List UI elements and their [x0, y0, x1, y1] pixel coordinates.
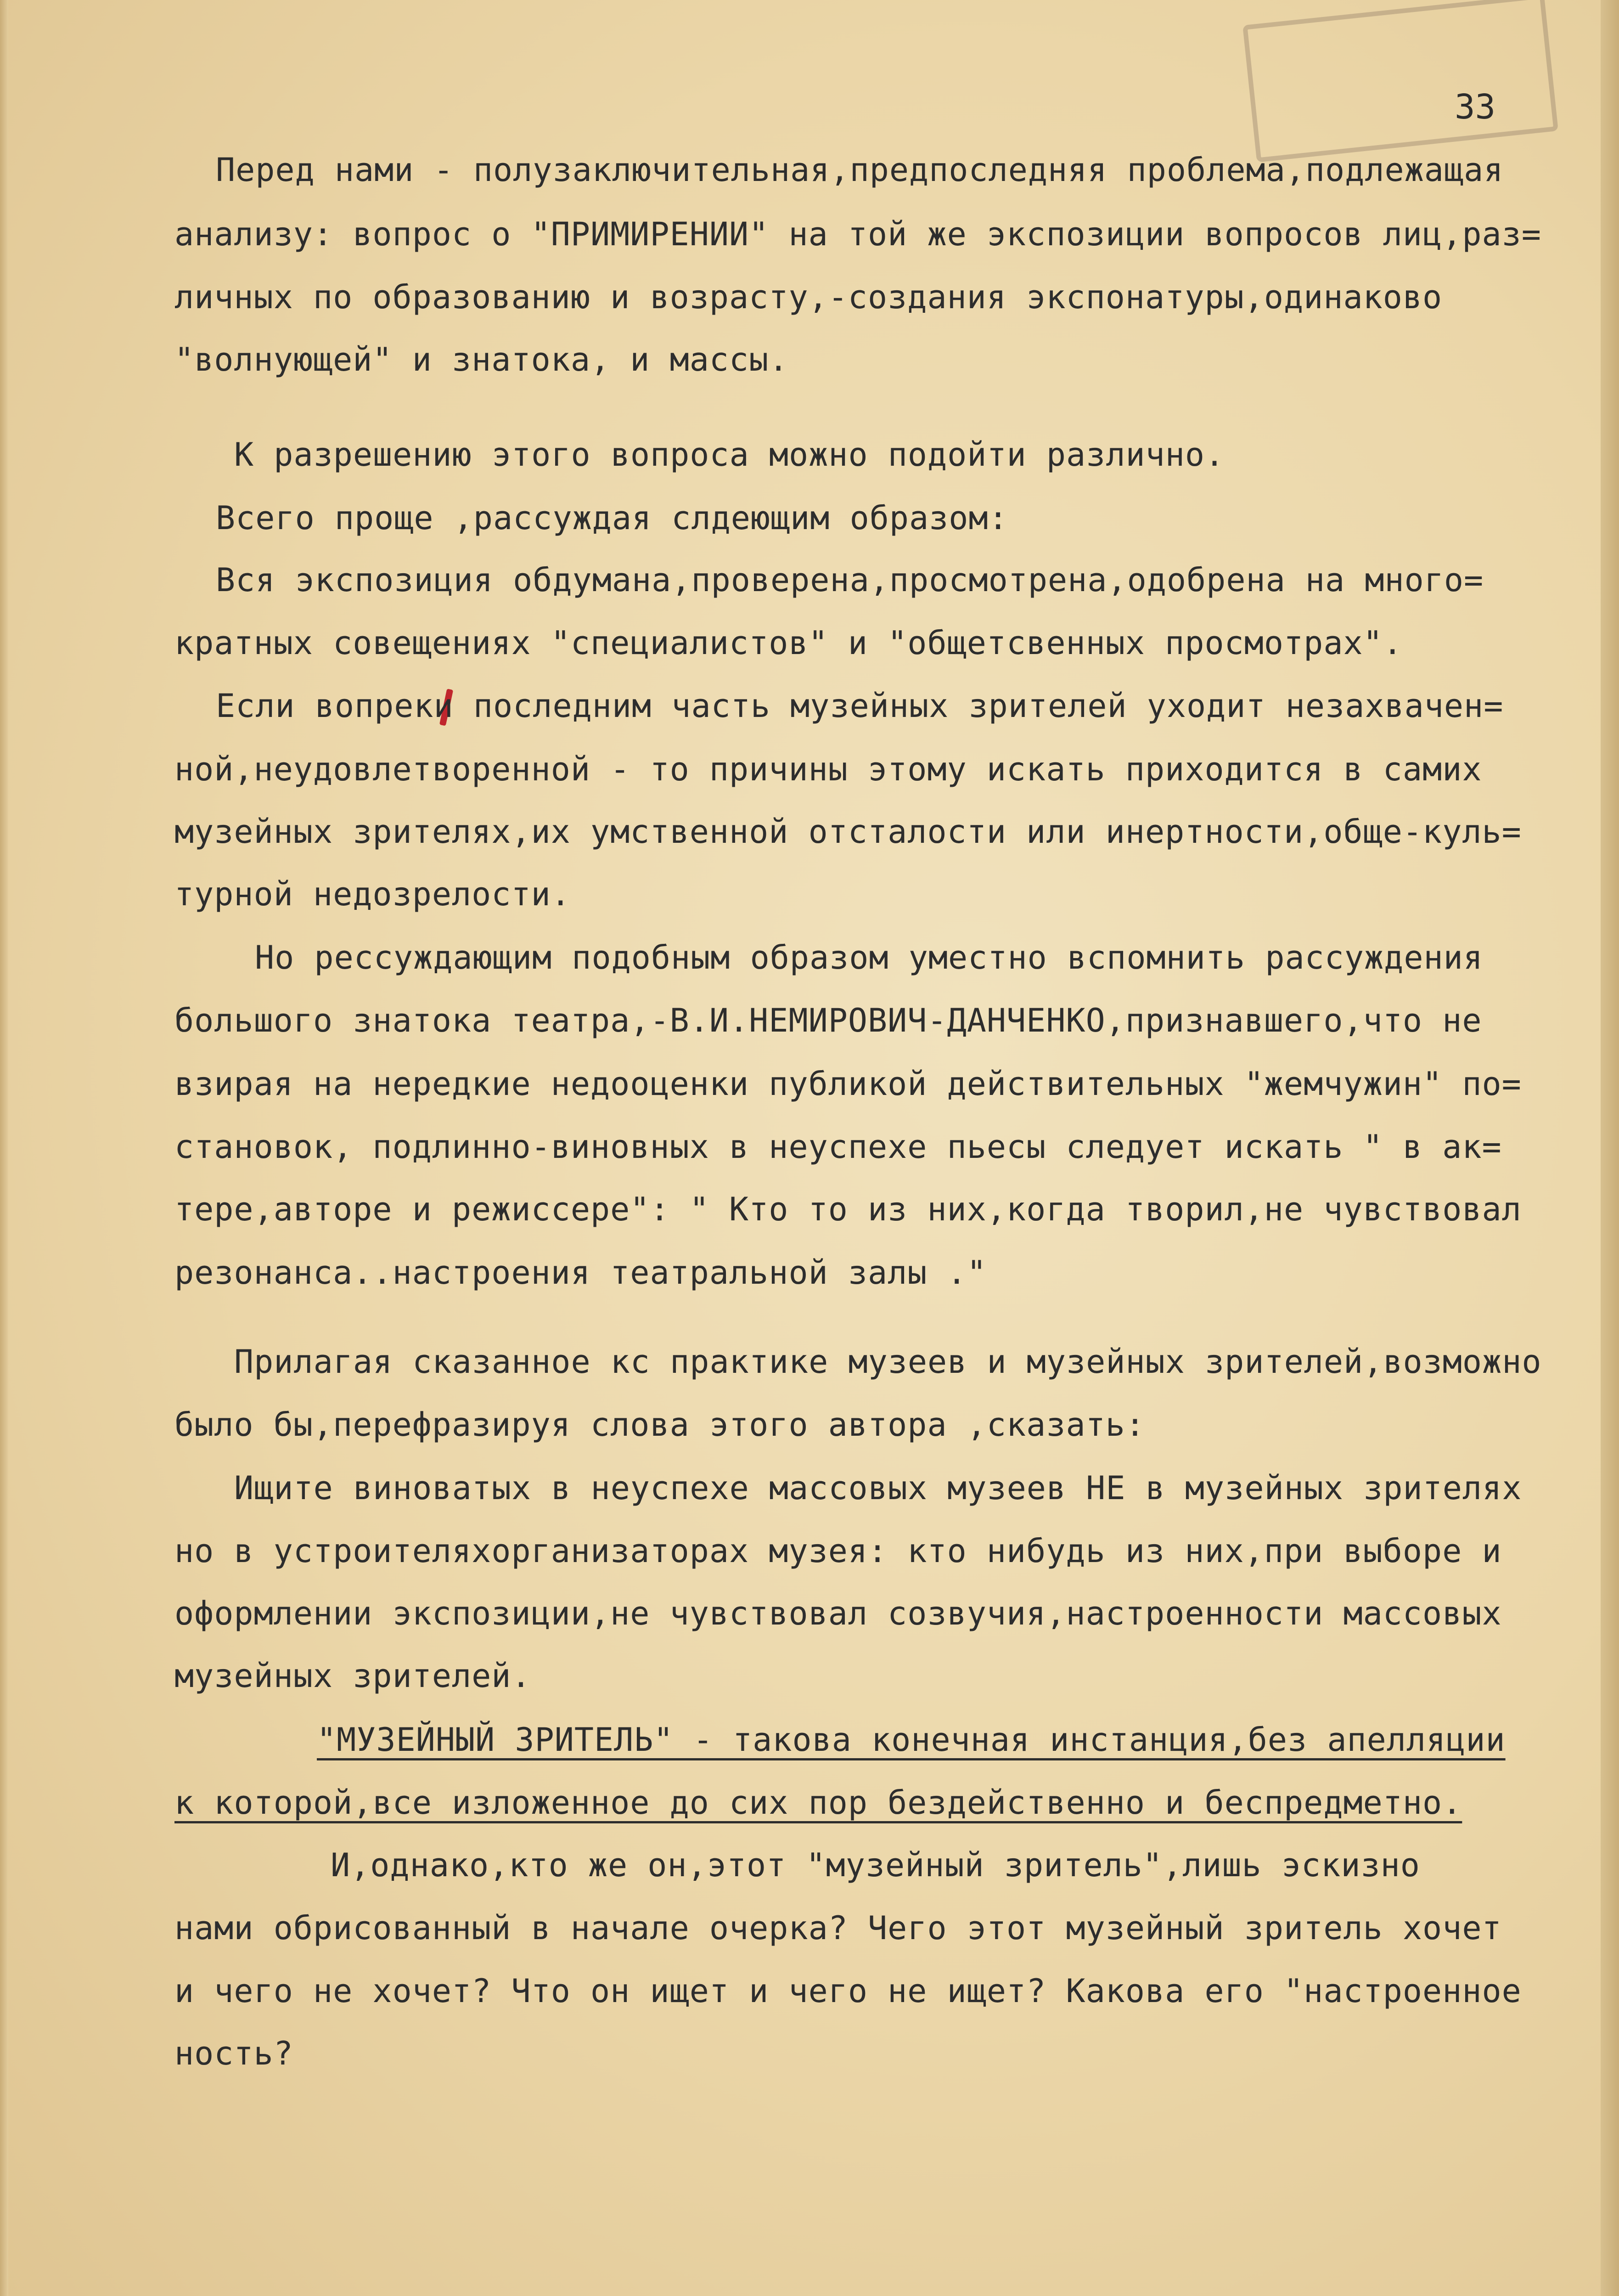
text-line-14: большого знатока театра,-В.И.НЕМИРОВИЧ-ДАНЧЕНКО,признавшего,что не — [174, 1002, 1482, 1039]
text-line-21: Ищите виноватых в неуспехе массовых музеев НЕ в музейных зрителях — [234, 1469, 1522, 1507]
text-line-22: но в устроителяхорганизаторах музея: кто нибудь из них,при выборе и — [174, 1532, 1502, 1570]
text-line-18: резонанса..настроения театральной залы ." — [174, 1254, 987, 1292]
text-line-1: Перед нами - полузаключительная,предпоследняя проблема,подлежащая — [216, 151, 1504, 189]
text-line-16: становок, подлинно-виновных в неуспехе пьесы следует искать " в ак= — [174, 1128, 1502, 1166]
text-line-4: "волнующей" и знатока, и массы. — [174, 341, 789, 378]
text-line-29: и чего не хочет? Что он ищет и чего не ищет? Какова его "настроенное — [174, 1972, 1522, 2010]
text-line-10: ной,неудовлетворенной - то причины этому искать приходится в самих — [174, 750, 1482, 788]
text-line-9: Если вопреки последним часть музейных зрителей уходит незахвачен= — [216, 687, 1504, 725]
text-line-17: тере,авторе и режиссере": " Кто то из них,когда творил,не чувствовал — [174, 1190, 1522, 1228]
text-line-30: ность? — [174, 2035, 293, 2072]
text-line-15: взирая на нередкие недооценки публикой действительных "жемчужин" по= — [174, 1065, 1522, 1103]
text-line-11: музейных зрителях,их умственной отсталости или инертности,обще-куль= — [174, 813, 1522, 851]
text-line-19: Прилагая сказанное кс практике музеев и музейных зрителей,возможно — [234, 1343, 1542, 1381]
page-left-edge — [0, 0, 8, 2296]
text-line-5: К разрешению этого вопроса можно подойти различно. — [234, 436, 1225, 474]
text-line-27: И,однако,кто же он,этот "музейный зритель",лишь эскизно — [331, 1846, 1420, 1884]
text-line-13: Но рессуждающим подобным образом уместно вспомнить рассуждения — [255, 939, 1483, 976]
archive-stamp — [1242, 0, 1558, 163]
text-line-6: Всего проще ,рассуждая слдеющим образом: — [216, 499, 1008, 537]
underlined-line-2: к которой,все изложенное до сих пор бездейственно и беспредметно. — [174, 1784, 1462, 1822]
text-line-7: Вся экспозиция обдумана,проверена,просмотрена,одобрена на много= — [216, 561, 1484, 599]
page-right-edge — [1601, 0, 1619, 2296]
text-line-2: анализу: вопрос о "ПРИМИРЕНИИ" на той же экспозиции вопросов лиц,раз= — [174, 215, 1541, 253]
text-line-28: нами обрисованный в начале очерка? Чего этот музейный зритель хочет — [174, 1909, 1502, 1947]
page-number: 33 — [1455, 87, 1496, 127]
text-line-24: музейных зрителей. — [174, 1657, 531, 1695]
underlined-line-1: "МУЗЕЙНЫЙ ЗРИТЕЛЬ" - такова конечная инстанция,без апелляции — [317, 1721, 1506, 1759]
text-line-23: оформлении экспозиции,не чувствовал созвучия,настроенности массовых — [174, 1595, 1502, 1632]
text-line-20: было бы,перефразируя слова этого автора ,сказать: — [174, 1406, 1146, 1444]
text-line-12: турной недозрелости. — [174, 875, 571, 913]
text-line-3: личных по образованию и возрасту,-создания экспонатуры,одинаково — [174, 278, 1443, 316]
text-line-8: кратных совещениях "специалистов" и "общетсвенных просмотрах". — [174, 624, 1403, 662]
